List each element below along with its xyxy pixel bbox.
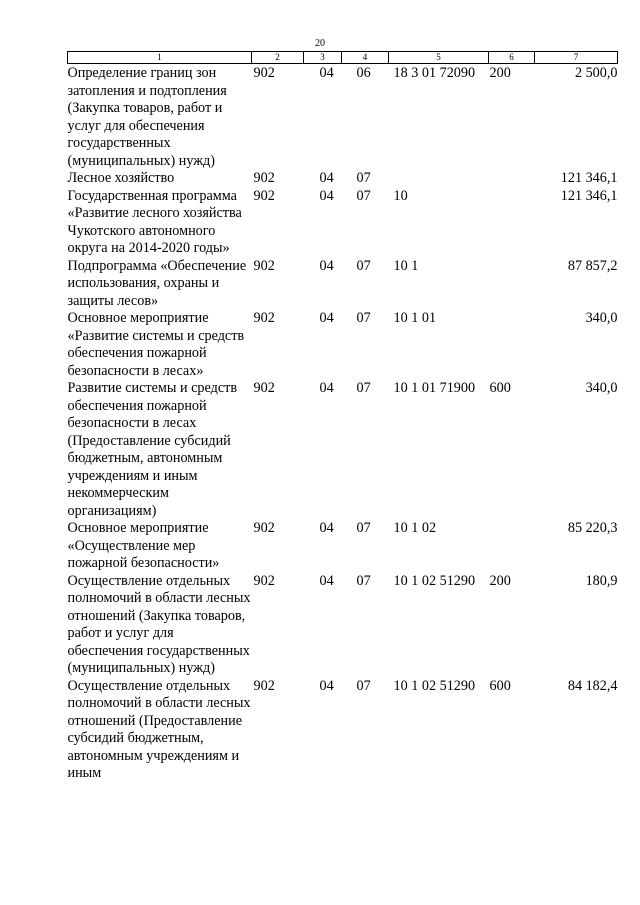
row-vr: 600 — [489, 677, 511, 694]
table-body — [68, 64, 618, 783]
row-csr: 10 — [393, 187, 408, 204]
row-pr: 07 — [356, 520, 371, 536]
header-cell-rz: 3 — [304, 52, 342, 64]
header-cell-sum: 7 — [535, 52, 618, 64]
header-cell-ved: 2 — [252, 52, 304, 64]
row-name: Осуществление отдельных полномочий в области лесных отношений (Предоставление субсидий бюджетным, автономным учреждениям и иным — [67, 677, 251, 781]
row-rz: 04 — [319, 257, 334, 274]
page-number: 20 — [315, 38, 325, 49]
table-row — [68, 678, 618, 783]
row-ved: 902 — [253, 257, 275, 274]
row-csr: 10 1 — [393, 257, 419, 274]
row-csr — [389, 170, 489, 188]
row-pr: 07 — [356, 310, 371, 326]
row-csr: 10 1 01 — [393, 310, 437, 326]
table-row — [68, 310, 618, 380]
row-pr: 06 — [356, 65, 371, 81]
row-rz: 04 — [319, 380, 334, 396]
row-pr: 07 — [356, 677, 371, 694]
row-sum: 180,9 — [585, 572, 618, 589]
row-sum: 2 500,0 — [574, 65, 618, 81]
row-name: Основное мероприятие «Развитие системы и средств обеспечения пожарной безопасности в лесах» — [67, 310, 245, 379]
row-ved: 902 — [253, 520, 275, 536]
budget-table — [67, 51, 618, 783]
row-ved: 902 — [253, 677, 275, 694]
row-name: Определение границ зон затопления и подтопления (Закупка товаров, работ и услуг для обеспечения государственных (муниципальных) нужд) — [67, 65, 227, 169]
header-cell-csr: 5 — [389, 52, 489, 64]
row-vr — [489, 258, 535, 311]
row-vr — [489, 520, 535, 573]
row-csr: 10 1 02 — [393, 520, 437, 536]
row-rz: 04 — [319, 520, 334, 536]
row-name: Лесное хозяйство — [67, 170, 175, 186]
row-vr — [489, 170, 535, 188]
row-ved: 902 — [253, 65, 275, 81]
row-sum: 121 346,1 — [560, 170, 618, 186]
row-ved: 902 — [253, 170, 275, 186]
row-name: Подпрограмма «Обеспечение использования, охраны и защиты лесов» — [67, 257, 247, 309]
row-csr: 18 3 01 72090 — [393, 65, 476, 81]
row-ved: 902 — [253, 187, 275, 204]
row-vr: 200 — [489, 572, 511, 589]
row-name: Государственная программа «Развитие лесного хозяйства Чукотского автономного округа на 2014-2020 годы» — [67, 187, 242, 256]
row-pr: 07 — [356, 380, 371, 396]
row-pr: 07 — [356, 187, 371, 204]
row-sum: 87 857,2 — [567, 257, 618, 274]
header-cell-pr: 4 — [342, 52, 389, 64]
row-rz: 04 — [319, 65, 334, 81]
table-row — [68, 573, 618, 678]
row-vr — [489, 188, 535, 258]
header-cell-name: 1 — [68, 52, 252, 64]
row-vr: 200 — [489, 65, 511, 81]
row-pr: 07 — [356, 572, 371, 589]
table-row — [68, 380, 618, 520]
row-rz: 04 — [319, 677, 334, 694]
table-row — [68, 188, 618, 258]
table-row — [68, 520, 618, 573]
row-csr: 10 1 02 51290 — [393, 677, 476, 694]
row-ved: 902 — [253, 380, 275, 396]
row-rz: 04 — [319, 170, 334, 186]
row-csr: 10 1 01 71900 — [393, 380, 476, 396]
row-vr — [489, 310, 535, 380]
row-csr: 10 1 02 51290 — [393, 572, 476, 589]
row-rz: 04 — [319, 187, 334, 204]
table-row — [68, 64, 618, 171]
row-sum: 85 220,3 — [567, 520, 618, 536]
row-ved: 902 — [253, 572, 275, 589]
row-sum: 340,0 — [585, 310, 618, 326]
row-name: Развитие системы и средств обеспечения пожарной безопасности в лесах (Предоставление субсидий бюджетным, автономным учреждениям и иным некоммерческим организациям) — [67, 380, 238, 519]
row-pr: 07 — [356, 170, 371, 186]
row-name: Основное мероприятие «Осуществление мер пожарной безопасности» — [67, 520, 220, 571]
table-header — [68, 52, 618, 64]
row-rz: 04 — [319, 572, 334, 589]
table-row — [68, 258, 618, 311]
row-ved: 902 — [253, 310, 275, 326]
table-row — [68, 170, 618, 188]
row-sum: 340,0 — [585, 380, 618, 396]
header-cell-vr: 6 — [489, 52, 535, 64]
header-row — [68, 52, 618, 64]
row-rz: 04 — [319, 310, 334, 326]
row-name: Осуществление отдельных полномочий в области лесных отношений (Закупка товаров, работ и услуг для обеспечения государственных (муниципальных) нужд) — [67, 572, 251, 676]
row-pr: 07 — [356, 257, 371, 274]
row-vr: 600 — [489, 380, 511, 396]
row-sum: 121 346,1 — [560, 187, 618, 204]
row-sum: 84 182,4 — [567, 677, 618, 694]
